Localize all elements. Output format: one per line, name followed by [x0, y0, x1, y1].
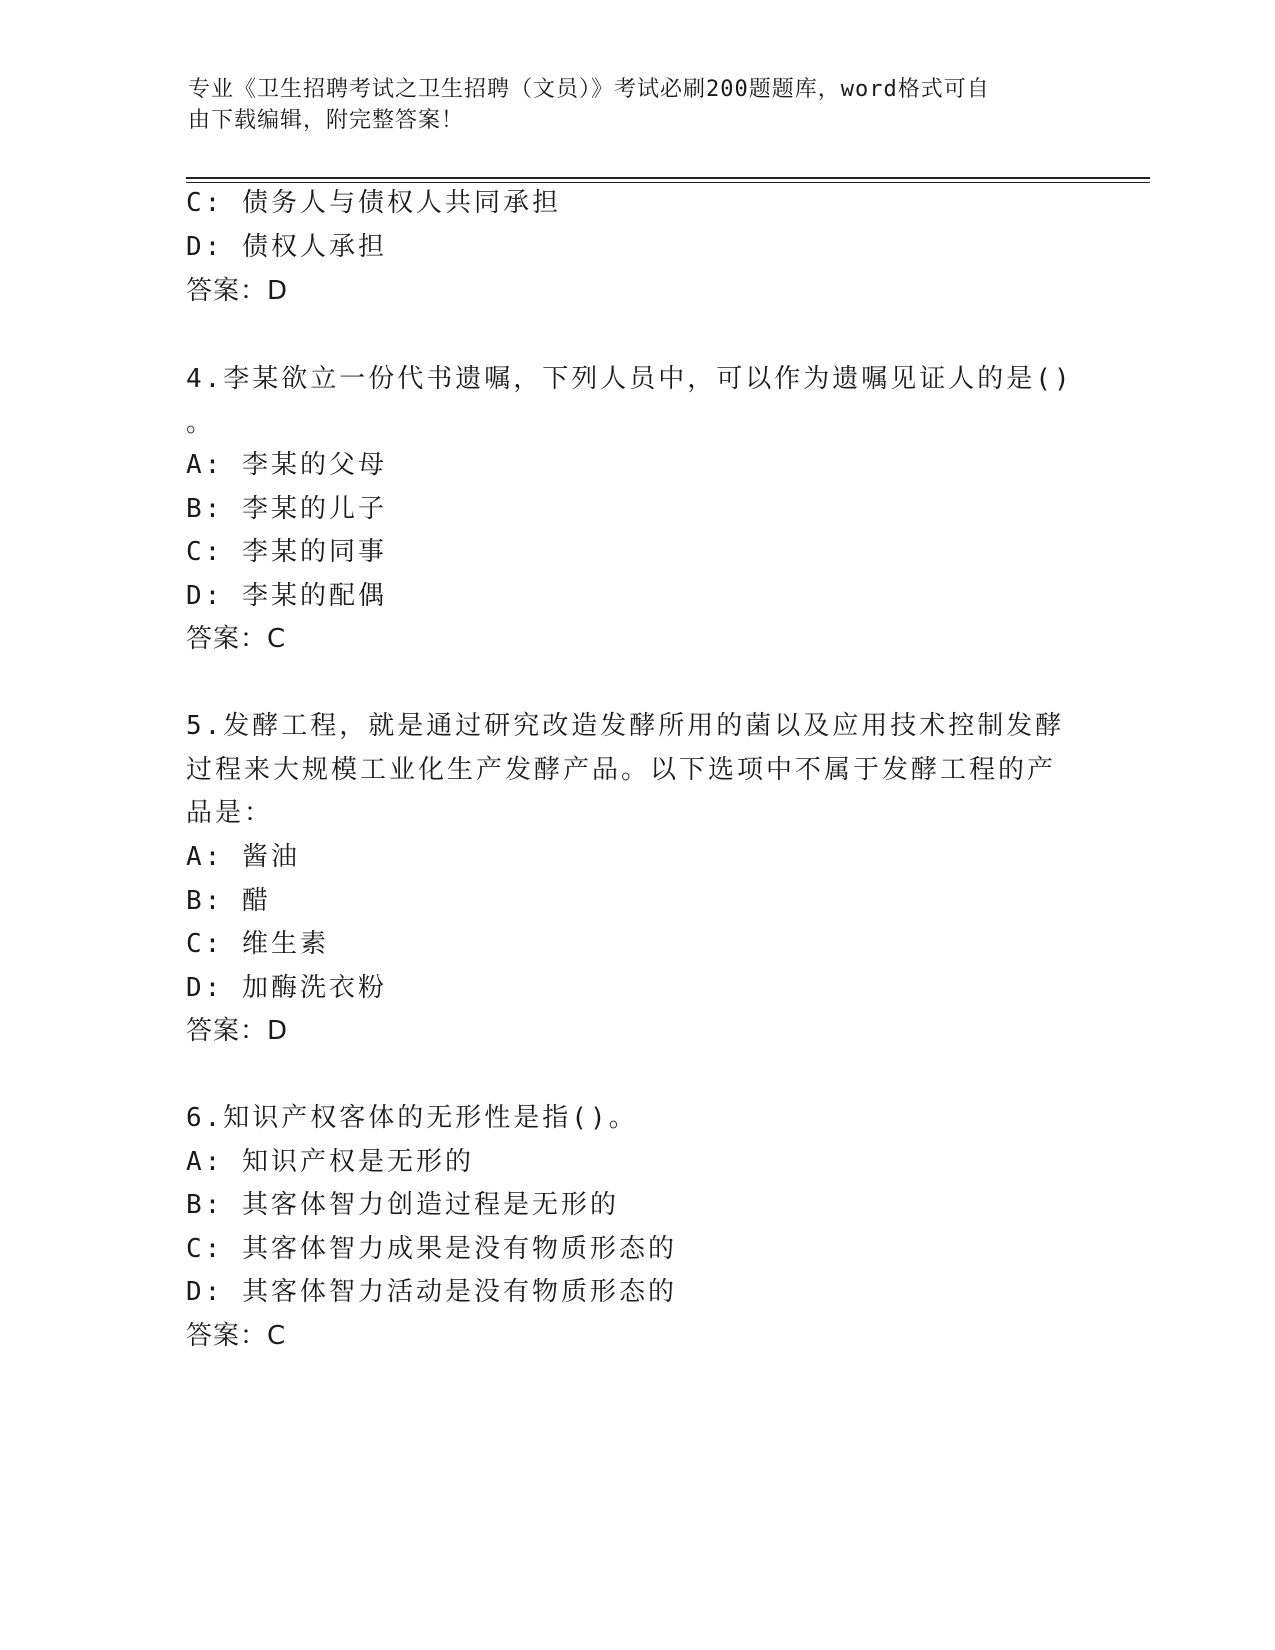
q5-option-a: A: 酱油: [186, 842, 300, 872]
q5-stem-line-3: 品是：: [186, 798, 274, 828]
header-line-2: 由下载编辑，附完整答案！: [188, 108, 465, 133]
q4-answer: 答案：C: [186, 624, 287, 654]
q5-stem-line-2: 过程来大规模工业化生产发酵产品。以下选项中不属于发酵工程的产: [186, 755, 1057, 785]
q4-option-c: C: 李某的同事: [186, 537, 387, 567]
q6-option-b: B: 其客体智力创造过程是无形的: [186, 1190, 619, 1220]
q6-option-c: C: 其客体智力成果是没有物质形态的: [186, 1234, 677, 1264]
q5-stem-line-1: 5.发酵工程，就是通过研究改造发酵所用的菌以及应用技术控制发酵: [186, 711, 1065, 741]
q4-stem-line-2: 。: [186, 408, 216, 438]
q4-option-b: B: 李某的儿子: [186, 494, 387, 524]
q6-answer: 答案：C: [186, 1321, 287, 1351]
q6-stem-line-1: 6.知识产权客体的无形性是指()。: [186, 1103, 638, 1133]
q3-answer: 答案：D: [186, 276, 289, 306]
q6-option-a: A: 知识产权是无形的: [186, 1147, 474, 1177]
document-header: [188, 74, 1058, 136]
header-line-1: 专业《卫生招聘考试之卫生招聘（文员）》考试必刷200题题库，word格式可自: [188, 77, 990, 102]
header-divider-thin: [186, 182, 1150, 183]
header-divider-thick: [186, 177, 1150, 179]
q4-option-a: A: 李某的父母: [186, 450, 387, 480]
q5-option-d: D: 加酶洗衣粉: [186, 973, 387, 1003]
q4-option-d: D: 李某的配偶: [186, 581, 387, 611]
q4-stem-line-1: 4.李某欲立一份代书遗嘱，下列人员中，可以作为遗嘱见证人的是(): [186, 364, 1073, 394]
q3-option-d: D: 债权人承担: [186, 232, 387, 262]
q3-option-c: C: 债务人与债权人共同承担: [186, 188, 561, 218]
q5-option-c: C: 维生素: [186, 929, 329, 959]
q6-option-d: D: 其客体智力活动是没有物质形态的: [186, 1277, 677, 1307]
q5-answer: 答案：D: [186, 1016, 289, 1046]
q5-option-b: B: 醋: [186, 886, 271, 916]
